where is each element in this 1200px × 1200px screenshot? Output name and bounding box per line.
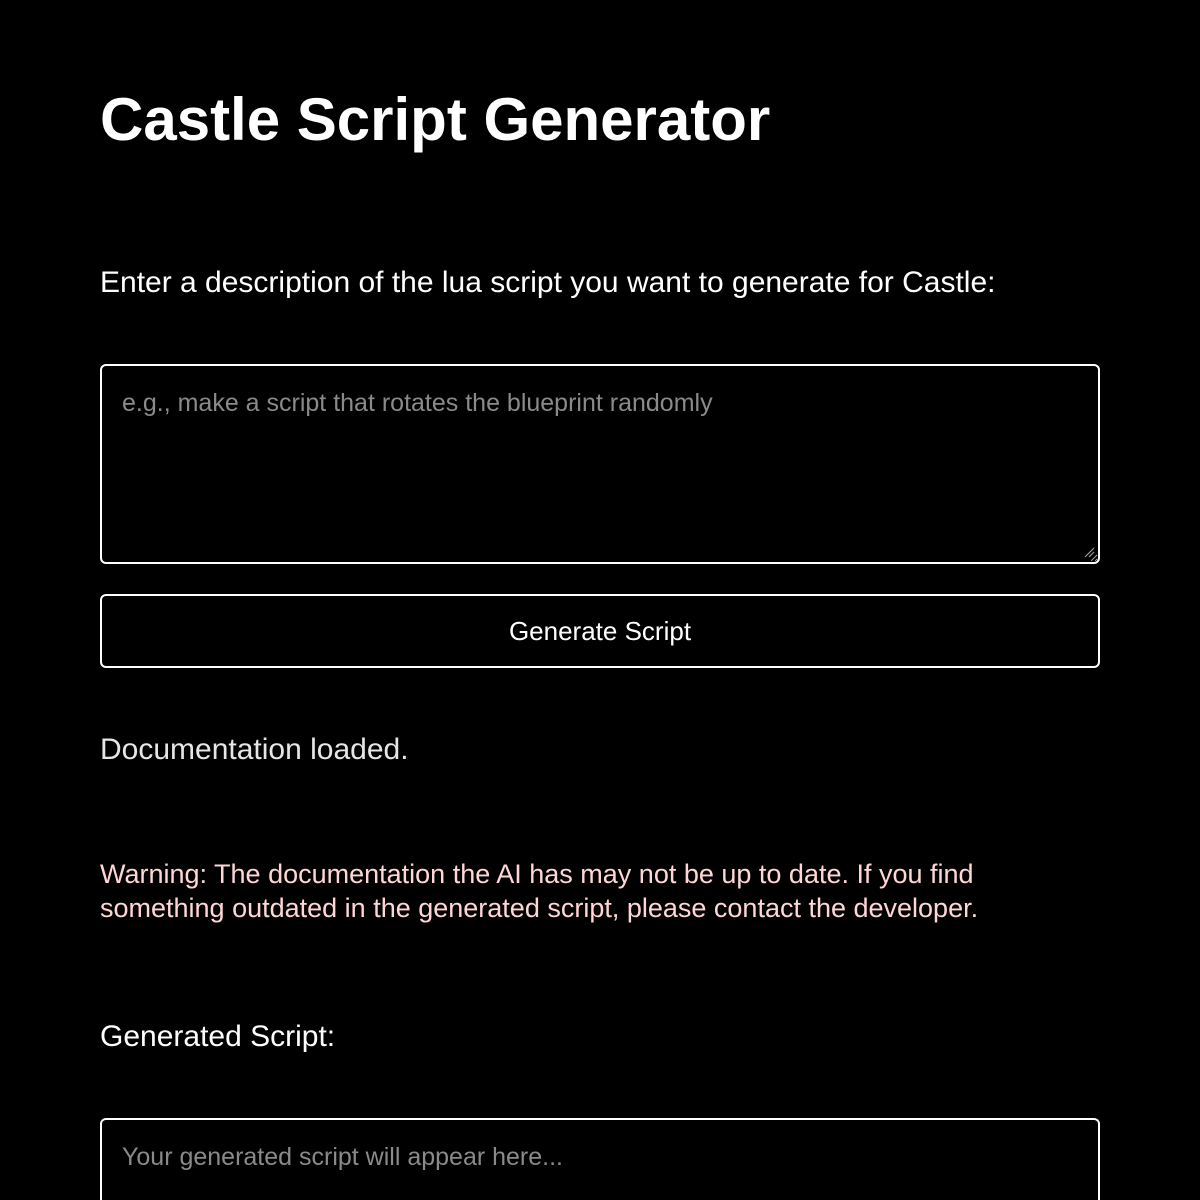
generated-script-output[interactable]: [100, 1118, 1100, 1200]
description-input[interactable]: [100, 364, 1100, 564]
generated-script-label: Generated Script:: [100, 1020, 336, 1053]
prompt-label: Enter a description of the lua script you want to generate for Castle:: [100, 266, 996, 299]
warning-message: Warning: The documentation the AI has may not be up to date. If you find something outdated in the generated script, please contact the developer.: [100, 859, 979, 923]
status-message: Documentation loaded.: [100, 733, 409, 766]
generate-script-button[interactable]: Generate Script: [100, 594, 1100, 668]
page-title: Castle Script Generator: [100, 86, 771, 153]
